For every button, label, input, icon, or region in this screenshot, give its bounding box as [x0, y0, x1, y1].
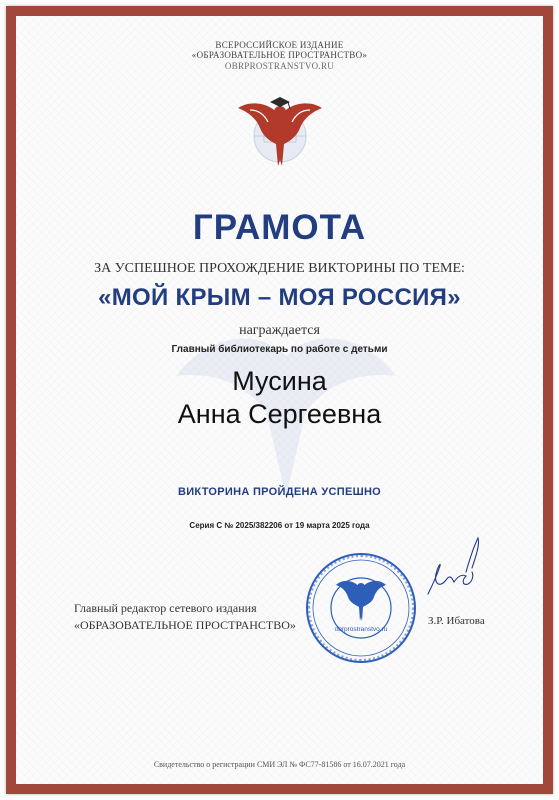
publisher-line1: ВСЕРОССИЙСКОЕ ИЗДАНИЕ: [215, 40, 344, 50]
quiz-theme: «МОЙ КРЫМ – МОЯ РОССИЯ»: [98, 284, 461, 311]
editor-block: [74, 600, 296, 634]
round-seal-icon: [304, 551, 418, 665]
publisher-line2: «ОБРАЗОВАТЕЛЬНОЕ ПРОСТРАНСТВО»: [191, 50, 368, 60]
handwritten-signature-icon: [414, 532, 494, 612]
editor-publication: «ОБРАЗОВАТЕЛЬНОЕ ПРОСТРАНСТВО»: [74, 618, 296, 632]
quiz-status: ВИКТОРИНА ПРОЙДЕНА УСПЕШНО: [177, 486, 382, 498]
awarded-label: награждается: [239, 323, 320, 338]
eagle-logo-icon: [234, 86, 326, 178]
stamp-site-text: obrprostranstvo.ru: [334, 626, 388, 633]
signer-name: З.Р. Ибатова: [428, 615, 485, 627]
certificate-title: ГРАМОТА: [192, 208, 367, 247]
registration-footer: Свидетельство о регистрации СМИ ЭЛ № ФС77-81586 от 16.07.2021 года: [153, 760, 406, 769]
editor-title: Главный редактор сетевого издания: [74, 601, 257, 615]
certificate-frame: [6, 6, 553, 794]
publisher-website: OBRPROSTRANSTVO.RU: [224, 61, 335, 71]
certificate-serial: Серия С № 2025/382206 от 19 марта 2025 года: [189, 521, 370, 530]
certificate-paper: [16, 16, 543, 784]
certificate-subtitle: ЗА УСПЕШНОЕ ПРОХОЖДЕНИЕ ВИКТОРИНЫ ПО ТЕМЕ:: [94, 261, 465, 276]
recipient-surname: Мусина: [232, 366, 327, 396]
recipient-position: Главный библиотекарь по работе с детьми: [171, 344, 388, 355]
recipient-given-names: Анна Сергеевна: [177, 399, 382, 429]
